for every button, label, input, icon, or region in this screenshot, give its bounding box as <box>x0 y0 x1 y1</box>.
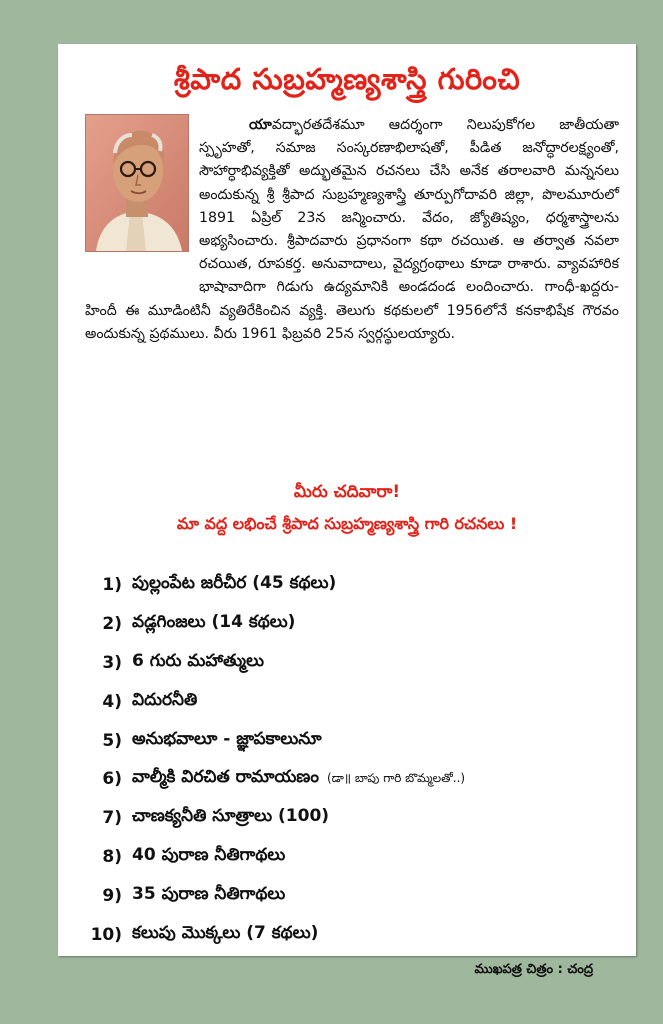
book-title: 35 పురాణ నీతిగాథలు <box>132 883 286 904</box>
book-item <box>80 915 465 954</box>
book-number: 6) <box>102 769 122 790</box>
book-number: 7) <box>102 808 122 829</box>
book-number: 4) <box>102 691 122 712</box>
book-number: 9) <box>102 885 122 906</box>
book-title: 6 గురు మహాత్ములు <box>132 650 265 671</box>
book-number: 2) <box>102 614 122 635</box>
book-number: 3) <box>102 652 122 673</box>
subheading-have-you-read: మీరు చదివారా! <box>293 482 401 502</box>
book-item <box>80 605 465 644</box>
book-title: కలుపు మొక్కలు (7 కథలు) <box>132 922 319 943</box>
author-bio <box>85 114 619 346</box>
book-item <box>80 760 465 799</box>
book-number: 10) <box>90 924 122 945</box>
bio-text: వద్భారతదేశమూ ఆదర్శంగా నిలుపుకోగల జాతీయతా స్పృహతో, సమాజ సంస్కరణాభిలాషతో, పీడిత జనోద్ధారలక్ష్యంతో, సౌహార్ధాభివ్యక్తితో అద్భుతమైన రచనలు చేసి అనేక తరాలవారి మన్ననలు అందుకున్న శ్రీ శ్రీపాద సుబ్రహ్మణ్యశాస్త్రి తూర్పుగోదావరి జిల్లా, పొలమూరులో 1891 ఏప్రిల్ 23న జన్మించారు. వేదం, జ్యోతిష్యం, ధర్మశాస్త్రాలను అభ్యసించారు. శ్రీపాదవారు ప్రధానంగా కథా రచయిత. ఆ తర్వాత నవలా రచయిత, రూపకర్త. అనువాదాలు, వైద్యగ్రంథాలు కూడా రాశారు. వ్యావహారిక భాషావాదిగా గిడుగు ఉద్యమానికి అండదండ లందించారు. గాంధీ-ఖద్దరు-హిందీ ఈ మూడింటినీ వ్యతిరేకించిన వ్యక్తి. తెలుగు కథకులలో 1956లోనే కనకాభిషేక గౌరవం అందుకున్న ప్రథములు. వీరు 1961 ఫిబ్రవరి 25న స్వర్గస్థులయ్యారు. <box>85 117 619 342</box>
book-title: అనుభవాలూ - జ్ఞాపకాలునూ <box>132 728 322 749</box>
book-item <box>80 838 465 877</box>
book-title: చాణక్యనీతి సూత్రాలు (100) <box>132 806 330 827</box>
book-number: 5) <box>102 730 122 751</box>
book-number: 8) <box>102 846 122 867</box>
book-note: (డా॥ బాపు గారి బొమ్మలతో..) <box>326 770 466 785</box>
book-title: వడ్లగింజలు (14 కథలు) <box>132 612 296 633</box>
content-card <box>58 44 636 956</box>
book-item <box>80 566 465 605</box>
book-item <box>80 644 465 683</box>
cover-credit: ముఖపత్ర చిత్రం : చంద్ర <box>474 962 593 977</box>
book-item <box>80 721 465 760</box>
book-item <box>80 682 465 721</box>
book-title: 40 పురాణ నీతిగాథలు <box>132 844 286 865</box>
book-item <box>80 876 465 915</box>
book-list <box>80 566 465 954</box>
book-title: పుల్లంపేట జరీచీర (45 కథలు) <box>132 573 337 594</box>
page-title: శ్రీపాద సుబ్రహ్మణ్యశాస్త్రి గురించి <box>173 62 521 96</box>
book-number: 1) <box>102 575 122 596</box>
book-item <box>80 799 465 838</box>
book-title: విదురనీతి <box>132 689 198 710</box>
bio-lead-letter: యా <box>249 117 272 133</box>
subheading-available-works: మా వద్ద లభించే శ్రీపాద సుబ్రహ్మణ్యశాస్త్రి గారి రచనలు ! <box>176 514 518 533</box>
book-title: వాల్మీకి విరచిత రామాయణం <box>132 767 319 788</box>
